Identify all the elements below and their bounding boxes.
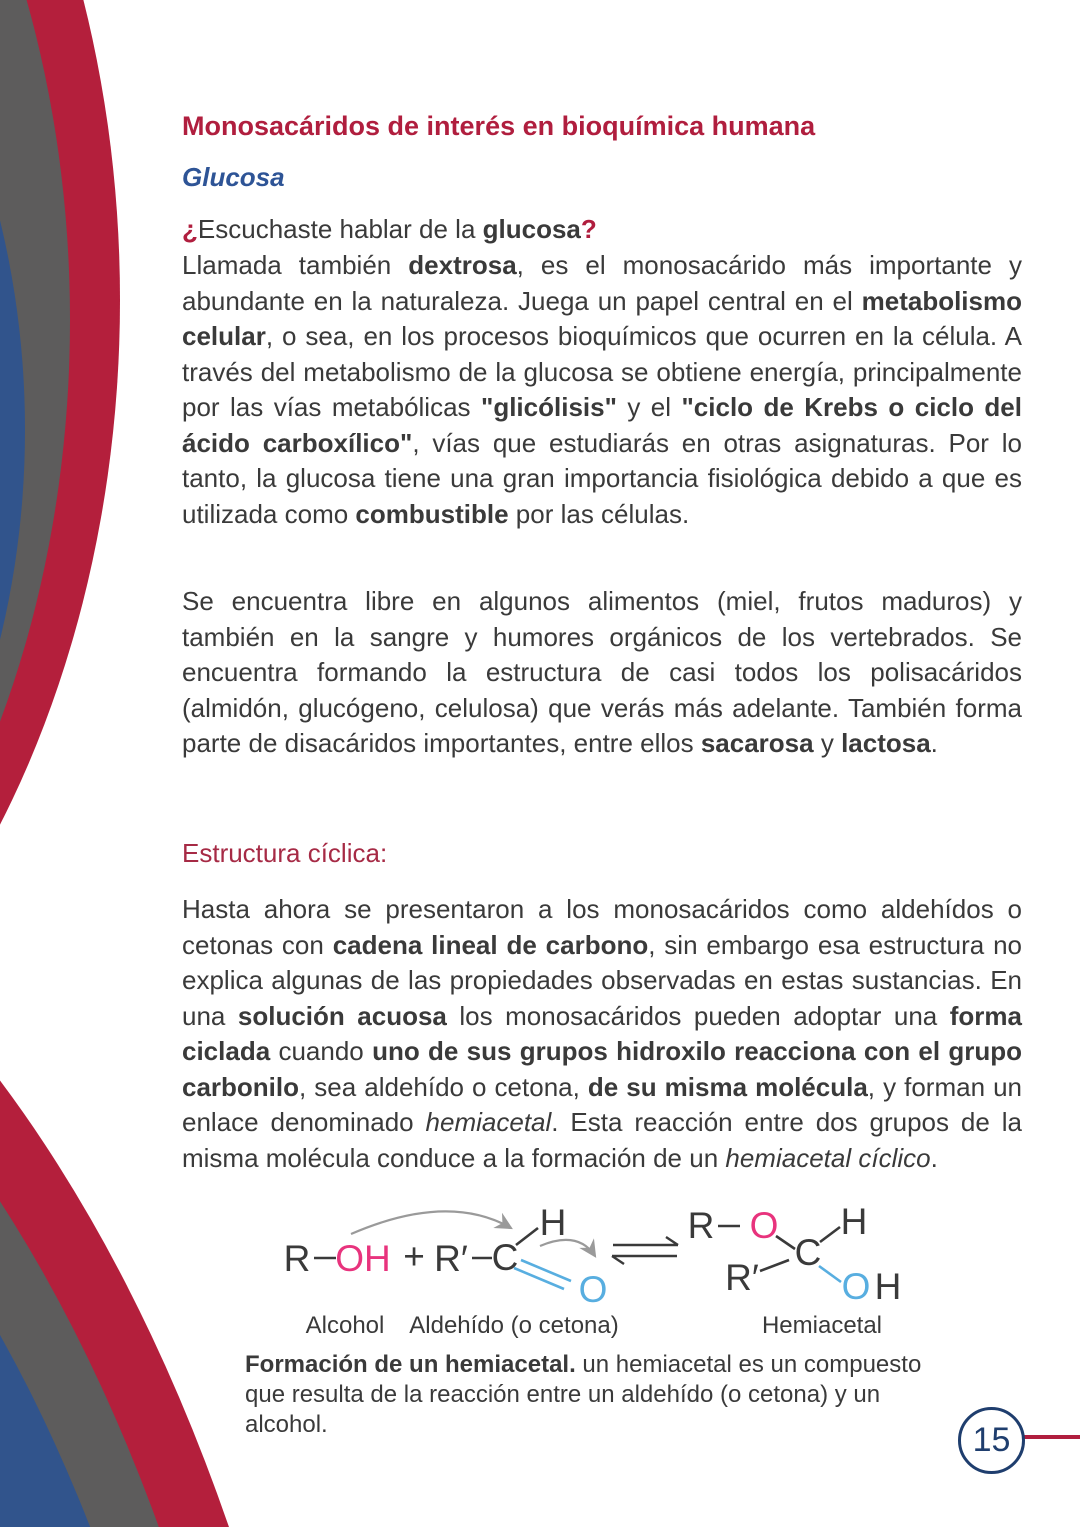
atom-r-prime-right: R′: [725, 1257, 759, 1298]
text-segment: solución acuosa: [237, 1000, 447, 1031]
paragraph-glucosa-1: [182, 248, 1022, 532]
double-bond-line-1: [514, 1268, 564, 1289]
atom-r-prime-left: R′: [434, 1238, 468, 1279]
text-segment: , es el monosacárido más importante y abundante en la naturaleza. Juega un papel central en el: [182, 250, 1022, 316]
text-segment: metabolismo celular: [182, 285, 1022, 351]
text-segment: Llamada también: [182, 250, 409, 280]
text-segment: de su misma molécula: [587, 1071, 868, 1102]
label-hemiacetal: Hemiacetal: [761, 1312, 883, 1339]
text-segment: hemiacetal: [425, 1107, 552, 1137]
text-segment: un hemiacetal es un compuesto que resulta de la reacción entre un aldehído (o cetona) y un alcohol.: [245, 1351, 922, 1438]
text-segment: Se encuentra libre en algunos alimentos (miel, frutos maduros) y también en la sangre y humores orgánicos de los vertebrados. Se encuentra formando la estructura de casi todos los polisacáridos (almidón, glucógeno, celulosa) que verás más adelante. También forma parte de disacáridos importantes, entre ellos: [182, 586, 1022, 758]
bond-o-c-right: [776, 1236, 795, 1249]
heading-estructura-ciclica: Estructura cíclica:: [182, 838, 388, 868]
text-segment: cadena lineal de carbono: [332, 929, 649, 960]
text-segment: combustible: [355, 498, 509, 529]
label-alcohol: Alcohol: [305, 1312, 385, 1339]
text-segment: Escuchaste hablar de la: [197, 214, 483, 244]
text-segment: glucosa: [482, 214, 581, 244]
text-segment: sacarosa: [700, 728, 814, 758]
question-line: [182, 212, 1022, 248]
atom-c-left: C: [491, 1237, 519, 1278]
page-number: 15: [972, 1421, 1011, 1459]
text-segment: hemiacetal cíclico: [725, 1142, 931, 1173]
atom-o-oh-right: O: [841, 1266, 871, 1307]
equilibrium-top-arrow: [613, 1237, 678, 1245]
label-aldehyde: Aldehído (o cetona): [409, 1312, 619, 1339]
text-segment: uno de sus grupos hidroxilo reacciona con el grupo carbonilo: [182, 1036, 1023, 1102]
text-segment: y el: [616, 392, 682, 422]
atom-r-left: R: [283, 1238, 311, 1279]
equilibrium-arrows: [612, 1237, 678, 1264]
text-segment: los monosacáridos pueden adoptar una: [446, 1000, 950, 1031]
section-title: Monosacáridos de interés en bioquímica humana: [182, 111, 816, 141]
bond-rprime-c-right: [760, 1260, 789, 1271]
bond-c-oh-right: [819, 1266, 841, 1282]
text-segment: "glicólisis": [481, 392, 617, 422]
page-number-badge: [958, 1407, 1025, 1474]
text-segment: , o sea, en los procesos bioquímicos que ocurren en la célula. A través del metabolismo de la glucosa se obtiene energía, principalmente por las vías metabólicas: [182, 321, 1022, 422]
text-segment: Formación de un hemiacetal.: [245, 1351, 576, 1378]
text-segment: lactosa: [841, 728, 931, 758]
text-segment: , sea aldehído o cetona,: [299, 1071, 588, 1102]
double-bond-line-2: [521, 1260, 571, 1281]
curved-arrow-c-to-o: [540, 1240, 595, 1256]
bond-c-h: [516, 1228, 538, 1245]
text-segment: Hasta ahora se presentaron a los monosacáridos como aldehídos o cetonas con: [182, 894, 1022, 960]
text-segment: , y forman un enlace denominado: [182, 1071, 1022, 1137]
hemiacetal-reaction-figure: [182, 1190, 1022, 1342]
atom-o-right: O: [749, 1205, 779, 1246]
page-number-line: [1021, 1435, 1080, 1439]
text-segment: . Esta reacción entre dos grupos de la misma molécula conduce a la formación de un: [182, 1107, 1022, 1173]
curved-arrow-oh-to-c: [351, 1211, 511, 1234]
text-segment: ?: [580, 214, 597, 244]
bond-c-h-right: [820, 1227, 840, 1242]
text-segment: .: [930, 1142, 938, 1173]
equilibrium-bottom-arrow: [612, 1256, 677, 1264]
text-segment: y: [813, 728, 842, 758]
text-segment: cuando: [270, 1036, 373, 1066]
text-segment: forma ciclada: [182, 1000, 1022, 1066]
atom-r-right: R: [687, 1205, 715, 1246]
text-segment: "ciclo de Krebs o ciclo del ácido carboxílico": [182, 392, 1022, 458]
text-segment: , sin embargo esa estructura no explica algunas de las propiedades observadas en estas sustancias. En una: [182, 929, 1023, 1031]
text-segment: ¿: [182, 214, 198, 244]
figure-caption: [245, 1350, 951, 1440]
paragraph-estructura: [182, 892, 1022, 1176]
atom-oh-left: OH: [335, 1238, 391, 1279]
atom-h-right: H: [840, 1201, 868, 1242]
atom-h-aldehyde: H: [539, 1202, 567, 1243]
atom-c-right: C: [794, 1232, 822, 1273]
subsection-glucosa: Glucosa: [182, 162, 285, 192]
text-segment: por las células.: [508, 498, 690, 529]
atom-h-oh-right: H: [874, 1266, 902, 1307]
plus-sign: +: [403, 1236, 425, 1277]
text-segment: , vías que estudiarás en otras asignaturas. Por lo tanto, la glucosa tiene una gran importancia fisiológica debido a que es utilizada como: [182, 427, 1023, 529]
paragraph-glucosa-2: [182, 584, 1022, 762]
atom-o-aldehyde: O: [578, 1269, 608, 1310]
reaction-diagram: [248, 1190, 948, 1342]
text-segment: dextrosa: [408, 250, 517, 280]
text-segment: .: [930, 728, 938, 758]
